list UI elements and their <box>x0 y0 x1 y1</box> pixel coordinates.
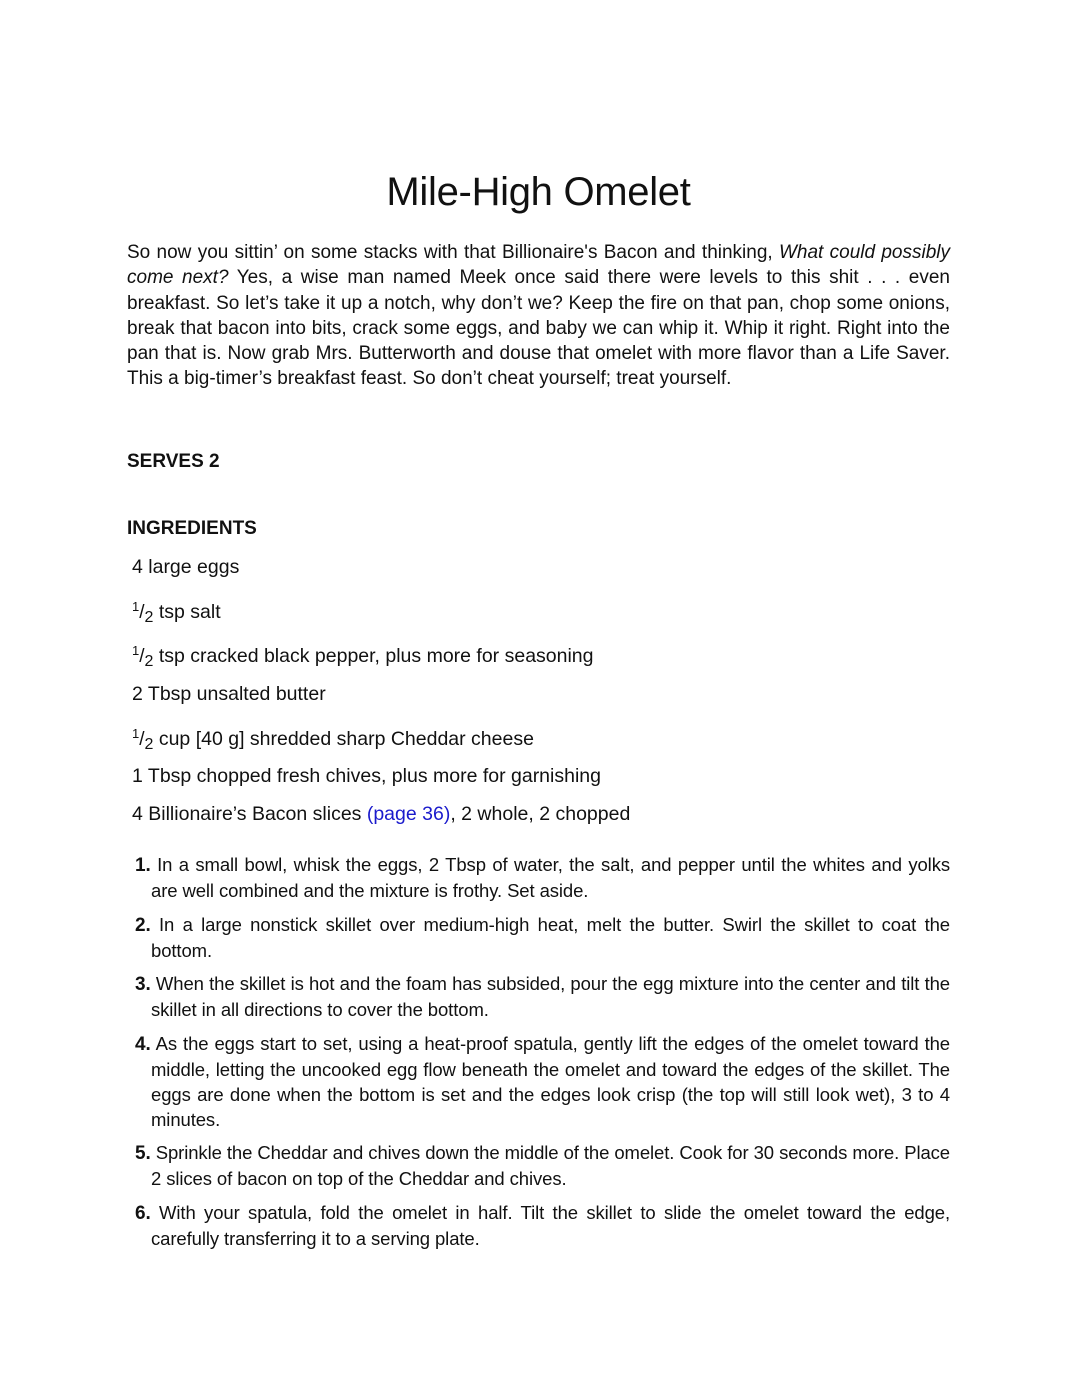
page-title: Mile-High Omelet <box>386 170 691 214</box>
step-item <box>135 1031 950 1132</box>
ingredient-pepper <box>132 639 594 674</box>
ingredient-cheddar-text: cup [40 g] shredded sharp Cheddar cheese <box>153 728 534 750</box>
step-text: In a small bowl, whisk the eggs, 2 Tbsp of water, the salt, and pepper until the whites and yolks are well combined and the mixture is frothy. Set aside. <box>150 854 950 901</box>
step-text: In a large nonstick skillet over medium-high heat, melt the butter. Swirl the skillet to coat the bottom. <box>150 913 950 961</box>
step-number: 4. <box>135 1033 151 1055</box>
ingredient-cheddar <box>132 722 534 757</box>
step-number: 2. <box>135 914 151 936</box>
fraction-slash: / <box>139 646 145 667</box>
step-item <box>135 912 950 963</box>
step-item <box>135 1200 950 1251</box>
intro-text-end: Yes, a wise man named Meek once said there were levels to this shit . . . even breakfast. So let’s take it up a notch, why don’t we? Keep the fire on that pan, chop some onions, break that bacon into bits, crack some eggs, and baby we can whip it. Whip it right. Right into the pan that is. Now grab Mrs. Butterworth and douse that omelet with more flavor than a Life Saver. This a big-timer’s breakfast feast. So don’t cheat yourself; treat yourself. <box>127 267 950 390</box>
fraction-slash: / <box>139 729 145 750</box>
step-text: As the eggs start to set, using a heat-proof spatula, gently lift the edges of the omelet toward the middle, letting the uncooked egg flow beneath the omelet and toward the edges of the skillet. The eggs are done when the bottom is set and the edges look crisp (the top will still look wet), 3 to 4 minutes. <box>150 1032 950 1130</box>
method-steps <box>135 852 950 1259</box>
serves-label: SERVES 2 <box>127 451 220 472</box>
ingredient-bacon-text: 4 Billionaire’s Bacon slices <box>132 803 367 825</box>
step-text: When the skillet is hot and the foam has subsided, pour the egg mixture into the center and tilt the skillet in all directions to cover the bottom. <box>150 973 950 1020</box>
step-text: Sprinkle the Cheddar and chives down the middle of the omelet. Cook for 30 seconds more. Place 2 slices of bacon on top of the Cheddar and chives. <box>150 1142 950 1189</box>
fraction-numerator: 1 <box>132 599 140 614</box>
step-item <box>135 1140 950 1191</box>
intro-paragraph <box>127 240 950 392</box>
step-number: 3. <box>135 974 151 995</box>
ingredient-salt-text: tsp salt <box>153 601 221 623</box>
fraction-numerator: 1 <box>132 726 140 741</box>
ingredients-heading: INGREDIENTS <box>127 518 257 539</box>
ingredient-chives: 1 Tbsp chopped fresh chives, plus more for garnishing <box>132 765 601 787</box>
step-item <box>135 852 950 903</box>
ingredient-butter: 2 Tbsp unsalted butter <box>132 683 326 705</box>
intro-text-start: So now you sittin’ on some stacks with that Billionaire's Bacon and thinking, <box>127 242 779 263</box>
ingredient-pepper-text: tsp cracked black pepper, plus more for seasoning <box>153 645 594 667</box>
fraction-numerator: 1 <box>132 643 140 658</box>
intro-italic-question: What could possibly come next? <box>127 242 950 289</box>
ingredient-eggs: 4 large eggs <box>132 556 240 578</box>
ingredient-bacon <box>132 802 630 826</box>
step-text: With your spatula, fold the omelet in half. Tilt the skillet to slide the omelet toward the edge, carefully transferring it to a serving plate. <box>150 1201 950 1249</box>
fraction-denominator: 2 <box>144 609 154 626</box>
ingredient-salt <box>132 595 221 630</box>
step-number: 5. <box>135 1143 151 1164</box>
fraction-slash: / <box>139 602 145 623</box>
page-reference-link[interactable]: (page 36) <box>366 803 451 825</box>
fraction-denominator: 2 <box>144 736 154 753</box>
ingredient-bacon-detail: , 2 whole, 2 chopped <box>450 803 631 825</box>
step-item <box>135 971 950 1022</box>
step-number: 1. <box>135 855 151 876</box>
fraction-denominator: 2 <box>144 653 154 670</box>
step-number: 6. <box>135 1202 151 1224</box>
